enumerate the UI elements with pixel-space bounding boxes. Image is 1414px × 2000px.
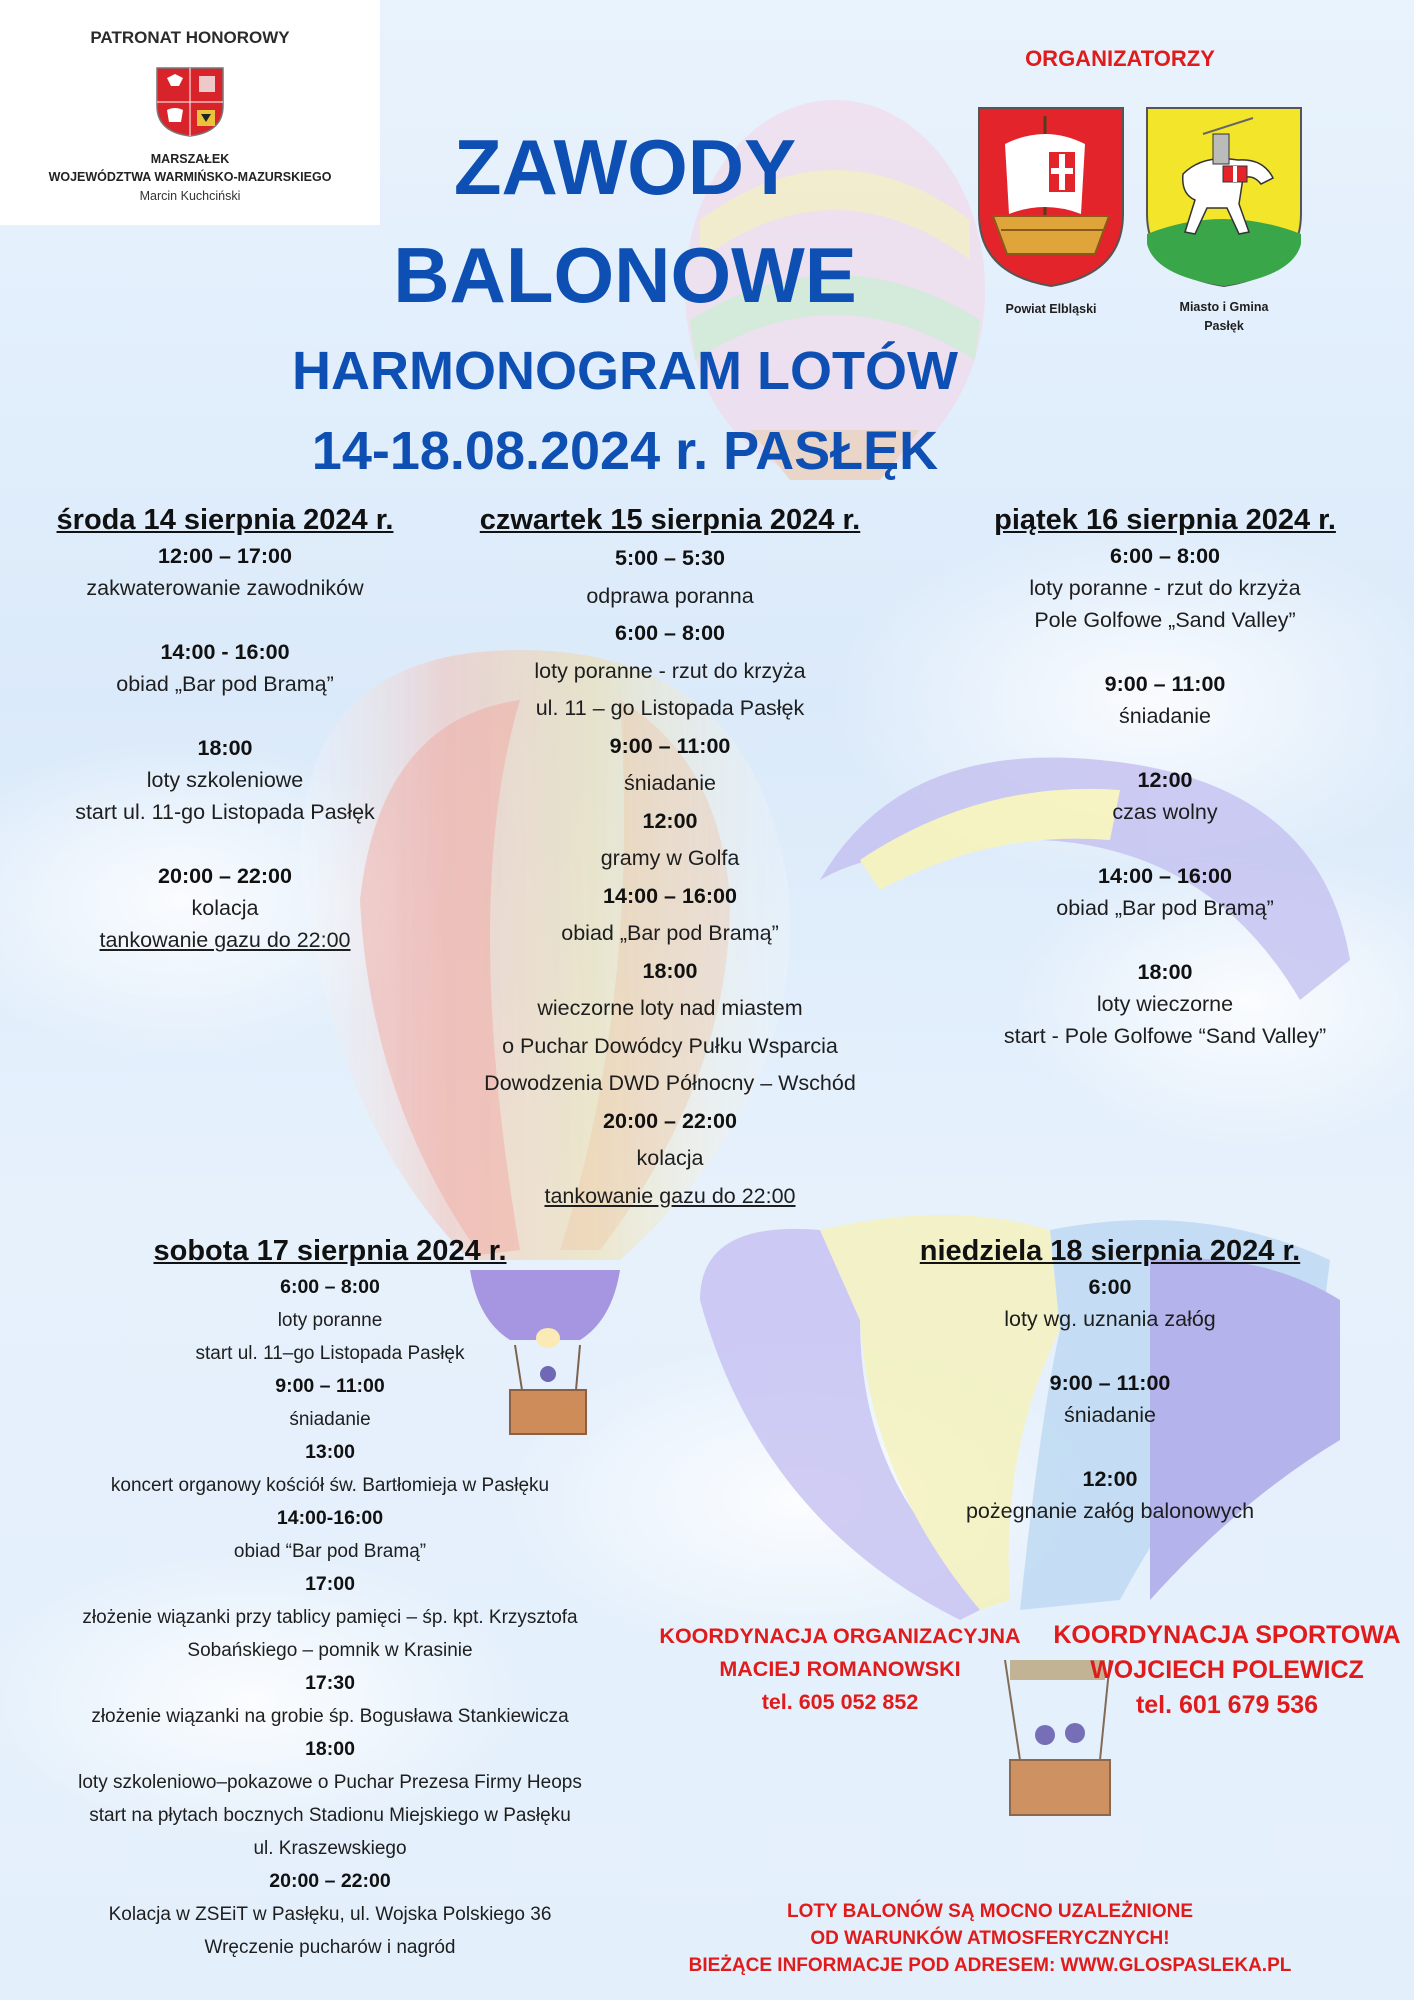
time: 18:00 [642,958,698,983]
coordination-organizational [640,1620,1040,1719]
activity-location: ul. 11 – go Listopada Pasłęk [535,696,805,720]
subtitle-line-1: HARMONOGRAM LOTÓW [292,341,958,401]
time: 20:00 – 22:00 [603,1108,737,1133]
powiat-elblaski-coat-of-arms [975,104,1127,290]
time: 14:00 – 16:00 [1098,864,1232,888]
activity: śniadanie [623,771,717,795]
time: 14:00 - 16:00 [160,640,290,664]
activity: wieczorne loty nad miastem [537,996,803,1020]
time: 18:00 [305,1738,355,1760]
activity-location: start - Pole Golfowe “Sand Valley” [1003,1024,1327,1048]
time: 12:00 [1137,768,1193,792]
time: 9:00 – 11:00 [275,1375,385,1397]
activity: odprawa poranna [586,583,754,608]
time: 14:00 – 16:00 [603,883,737,908]
time: 18:00 [1137,960,1193,984]
activity: zakwaterowanie zawodników [86,576,364,600]
activity: loty poranne - rzut do krzyża [534,658,806,683]
coordination-person: WOJCIECH POLEWICZ [1090,1656,1364,1684]
footer-line-1: LOTY BALONÓW SĄ MOCNO UZALEŻNIONE [786,1901,1194,1922]
activity: loty wg. uznania załóg [1004,1307,1216,1331]
organizer-powiat-label: Powiat Elbląski [1005,302,1097,316]
time: 20:00 – 22:00 [158,864,292,888]
activity: gramy w Golfa [600,846,740,870]
activity-location: ul. Kraszewskiego [253,1838,407,1859]
organizer-gmina-label: Miasto i Gmina Pasłęk [1179,300,1269,333]
activity: loty szkoleniowo–pokazowe o Puchar Prezesa Firmy Heops [78,1772,582,1793]
time: 20:00 – 22:00 [269,1870,391,1892]
time: 5:00 – 5:30 [615,546,725,570]
activity-location: start ul. 11-go Listopada Pasłęk [75,800,375,824]
footer-line-2: OD WARUNKÓW ATMOSFERYCZNYCH! [810,1928,1170,1949]
time: 6:00 – 8:00 [280,1276,380,1298]
activity-detail: Wręczenie pucharów i nagród [204,1937,456,1958]
day-heading: niedziela 18 sierpnia 2024 r. [919,1235,1301,1267]
coordination-sports [1040,1618,1414,1723]
activity: obiad “Bar pod Bramą” [233,1541,427,1562]
time: 9:00 – 11:00 [609,733,731,758]
activity: śniadanie [289,1409,371,1430]
time: 6:00 – 8:00 [615,621,725,645]
time: 18:00 [197,736,253,760]
title-line-1: ZAWODY [453,123,797,211]
time: 12:00 [1082,1467,1138,1491]
activity-detail: Sobańskiego – pomnik w Krasinie [187,1640,473,1661]
activity-detail: Dowodzenia DWD Północny – Wschód [484,1071,856,1095]
activity: śniadanie [1063,1403,1157,1427]
coordination-phone[interactable]: tel. 601 679 536 [1135,1691,1319,1719]
activity: loty wieczorne [1096,992,1234,1016]
activity-location: start na płytach bocznych Stadionu Miejskiego w Pasłęku [89,1805,571,1826]
subtitle-line-2: 14-18.08.2024 r. PASŁĘK [311,421,939,481]
activity: złożenie wiązanki na grobie śp. Bogusława Stankiewicza [91,1706,569,1727]
activity: czas wolny [1112,800,1218,824]
day-heading: środa 14 sierpnia 2024 r. [56,504,394,536]
time: 14:00-16:00 [276,1507,384,1529]
activity: koncert organowy kościół św. Bartłomieja w Pasłęku [110,1475,550,1496]
time: 9:00 – 11:00 [1049,1371,1171,1395]
activity: śniadanie [1118,704,1212,728]
voivodeship-coat-of-arms [155,66,225,138]
day-wednesday [10,500,440,956]
footer-line-3-url[interactable]: BIEŻĄCE INFORMACJE POD ADRESEM: WWW.GLOSPASLEKA.PL [688,1955,1292,1976]
activity-location: start ul. 11–go Listopada Pasłęk [195,1343,465,1364]
time: 6:00 [1088,1275,1132,1299]
activity: złożenie wiązanki przy tablicy pamięci – śp. kpt. Krzysztofa [82,1607,578,1628]
coordination-title: KOORDYNACJA SPORTOWA [1053,1621,1401,1649]
activity: pożegnanie załóg balonowych [965,1499,1255,1523]
activity: obiad „Bar pod Bramą” [561,921,779,945]
time: 12:00 [642,808,698,833]
activity-note: tankowanie gazu do 22:00 [99,928,351,952]
time: 6:00 – 8:00 [1110,544,1220,568]
day-heading: sobota 17 sierpnia 2024 r. [153,1235,507,1267]
day-thursday [440,500,900,1215]
time: 17:00 [305,1573,355,1595]
activity: kolacja [191,896,259,920]
time: 13:00 [305,1441,355,1463]
pasleg-coat-of-arms [1143,104,1305,290]
day-sunday [860,1231,1360,1527]
patron-title: PATRONAT HONOROWY [90,28,290,47]
activity: Kolacja w ZSEiT w Pasłęku, ul. Wojska Polskiego 36 [108,1904,552,1925]
time: 17:30 [305,1672,355,1694]
activity-note: tankowanie gazu do 22:00 [544,1183,796,1208]
activity-location: Pole Golfowe „Sand Valley” [1034,608,1296,632]
activity: obiad „Bar pod Bramą” [116,672,334,696]
activity: loty poranne [277,1310,383,1331]
activity: kolacja [636,1146,704,1170]
patron-office: MARSZAŁEK [150,152,230,166]
day-heading: piątek 16 sierpnia 2024 r. [994,504,1336,536]
title-line-2: BALONOWE [393,231,857,319]
activity-detail: o Puchar Dowódcy Pułku Wsparcia [502,1033,838,1058]
time: 12:00 – 17:00 [158,544,292,568]
organizers-title: ORGANIZATORZY [1025,46,1215,71]
activity: loty poranne - rzut do krzyża [1029,576,1301,600]
day-heading: czwartek 15 sierpnia 2024 r. [479,504,861,536]
activity: obiad „Bar pod Bramą” [1056,896,1274,920]
coordination-phone[interactable]: tel. 605 052 852 [761,1690,919,1714]
coordination-title: KOORDYNACJA ORGANIZACYJNA [659,1624,1021,1648]
day-saturday [20,1231,640,1964]
day-friday [940,500,1390,1052]
patron-office-region: WOJEWÓDZTWA WARMIŃSKO-MAZURSKIEGO [48,170,332,184]
activity: loty szkoleniowe [146,768,304,792]
footer-notice [640,1898,1340,1979]
time: 9:00 – 11:00 [1104,672,1226,696]
coordination-person: MACIEJ ROMANOWSKI [719,1657,961,1681]
patron-name: Marcin Kuchciński [139,189,241,203]
